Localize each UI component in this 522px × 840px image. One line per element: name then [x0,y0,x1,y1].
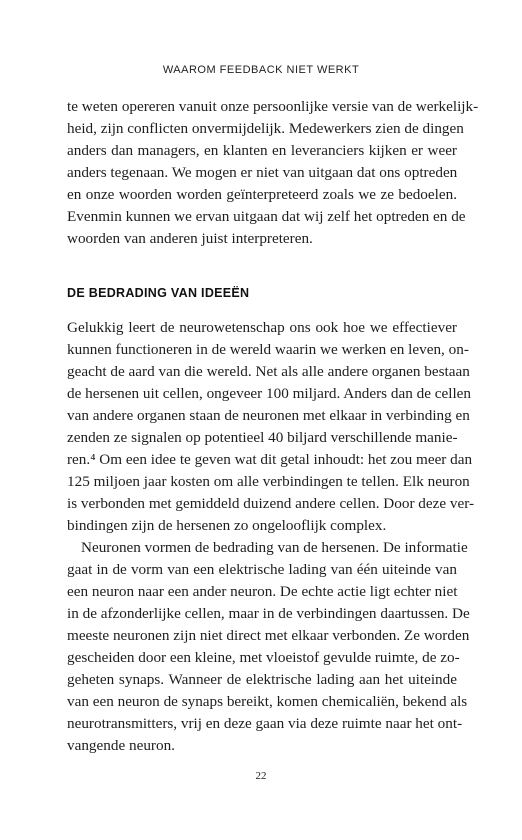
text-line: Evenmin kunnen we ervan uitgaan dat wij zelf het optreden en de [67,208,466,225]
text-line: kunnen functioneren in de wereld waarin we werken en leven, on- [67,341,469,358]
text-line: en onze woorden worden geïnterpreteerd zoals we ze bedoelen. [67,186,457,203]
text-line: gaat in de vorm van een elektrische lading van één uiteinde van [67,561,457,578]
text-line: ren.⁴ Om een idee te geven wat dit getal inhoudt: het zou meer dan [67,451,473,468]
text-line: Neuronen vormen de bedrading van de hersenen. De informatie [81,539,468,556]
paragraph-1 [67,96,479,250]
section-heading: DE BEDRADING VAN IDEEËN [67,286,250,300]
text-line: van een neuron de synaps bereikt, komen chemicaliën, bekend als [67,693,468,710]
text-line: 125 miljoen jaar kosten om alle verbindingen te tellen. Elk neuron [67,473,470,490]
text-line: in de afzonderlijke cellen, maar in de verbindingen daartussen. De [67,605,470,622]
body-block-2 [67,317,475,757]
text-line: zenden ze signalen op potentieel 40 biljard verschillende manie- [67,429,458,446]
text-line: vangende neuron. [67,737,175,754]
text-line: meeste neuronen zijn niet direct met elkaar verbonden. Ze worden [67,627,470,644]
text-line: bindingen zijn de hersenen zo ongelooflijk complex. [67,517,387,534]
running-head: WAAROM FEEDBACK NIET WERKT [162,64,360,76]
text-line: is verbonden met gemiddeld duizend andere cellen. Door deze ver- [67,495,475,512]
paragraph-3 [67,537,470,757]
text-line: van andere organen staan de neuronen met elkaar in verbinding en [67,407,470,424]
text-line: geheten synaps. Wanneer de elektrische lading aan het uiteinde [67,671,457,688]
text-line: de hersenen uit cellen, ongeveer 100 miljard. Anders dan de cellen [67,385,472,402]
page-number: 22 [255,770,267,782]
text-line: woorden van anderen juist interpreteren. [67,230,313,247]
text-line: gescheiden door een kleine, met vloeistof gevulde ruimte, de zo- [67,649,460,666]
paragraph-2 [67,317,475,537]
text-line: te weten opereren vanuit onze persoonlijke versie van de werkelijk- [67,98,479,115]
text-line: heid, zijn conflicten onvermijdelijk. Medewerkers zien de dingen [67,120,464,137]
text-line: een neuron naar een ander neuron. De echte actie ligt echter niet [67,583,458,600]
text-line: anders dan managers, en klanten en leveranciers kijken er weer [67,142,457,159]
text-line: Gelukkig leert de neurowetenschap ons ook hoe we effectiever [67,319,457,336]
text-line: anders tegenaan. We mogen er niet van uitgaan dat ons optreden [67,164,458,181]
text-line: neurotransmitters, vrij en deze gaan via deze ruimte naar het ont- [67,715,463,732]
text-line: geacht de aard van die wereld. Net als alle andere organen bestaan [67,363,470,380]
